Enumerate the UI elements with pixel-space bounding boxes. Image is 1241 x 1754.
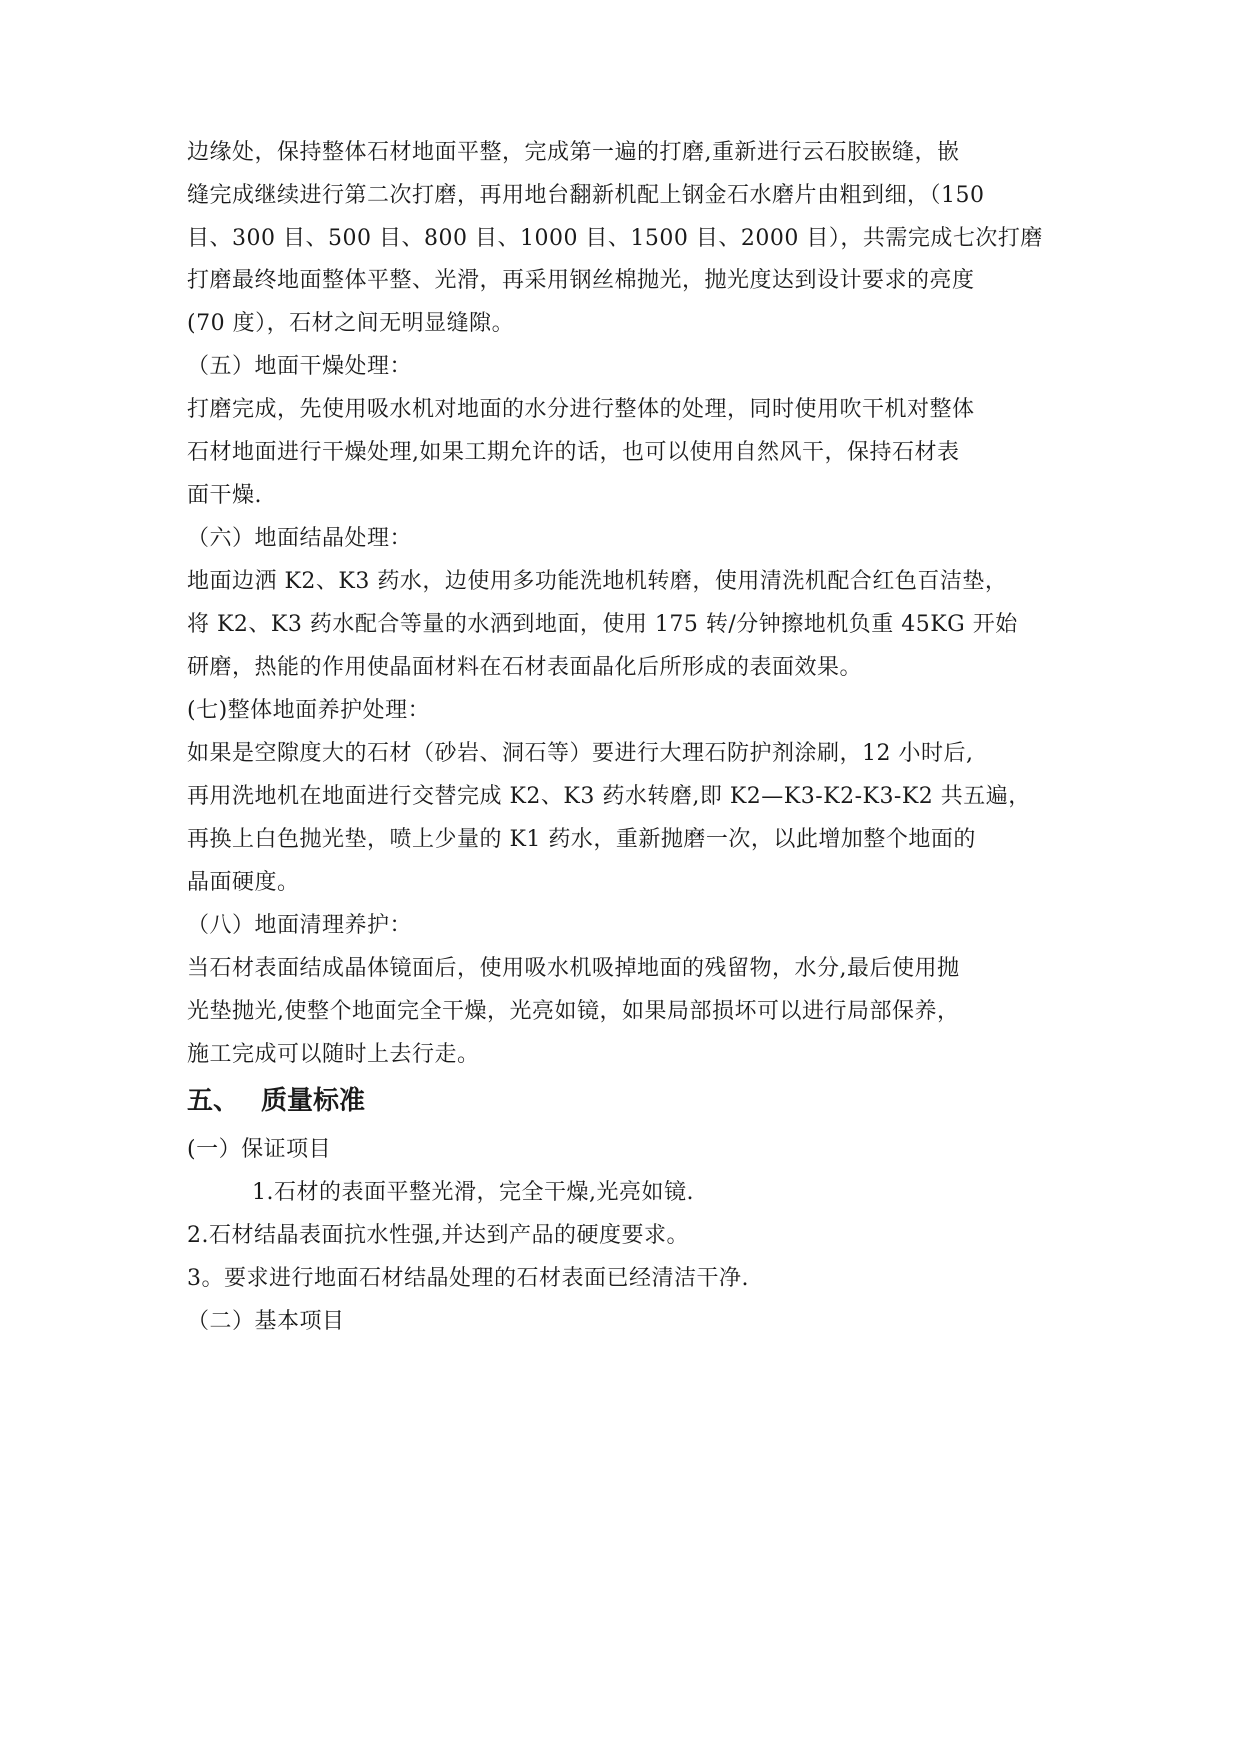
paragraph-line: 缝完成继续进行第二次打磨，再用地台翻新机配上钢金石水磨片由粗到细，（150 [187, 183, 985, 208]
paragraph-line: 施工完成可以随时上去行走。 [187, 1042, 480, 1067]
paragraph-line: 研磨，热能的作用使晶面材料在石材表面晶化后所形成的表面效果。 [187, 655, 863, 680]
paragraph-line: 石材地面进行干燥处理,如果工期允许的话，也可以使用自然风干，保持石材表 [187, 440, 960, 465]
subsection-title-guarantee: (一）保证项目 [187, 1137, 332, 1162]
paragraph-line: 晶面硬度。 [187, 870, 300, 895]
paragraph-line: 如果是空隙度大的石材（砂岩、洞石等）要进行大理石防护剂涂刷，12 小时后, [187, 741, 974, 766]
subsection-title-basic: （二）基本项目 [187, 1309, 345, 1334]
section-title-maintenance: (七)整体地面养护处理： [187, 698, 431, 723]
section-title-crystallization: （六）地面结晶处理： [187, 526, 413, 551]
paragraph-line: 面干燥. [187, 483, 262, 508]
chapter-heading [187, 1084, 365, 1118]
chapter-number: 五、 [187, 1086, 240, 1116]
paragraph-line: 打磨最终地面整体平整、光滑，再采用钢丝棉抛光，抛光度达到设计要求的亮度 [187, 268, 975, 293]
list-item: 2.石材结晶表面抗水性强,并达到产品的硬度要求。 [187, 1223, 689, 1248]
section-title-cleaning: （八）地面清理养护： [187, 913, 413, 938]
paragraph-line: 将 K2、K3 药水配合等量的水洒到地面，使用 175 转/分钟擦地机负重 45KG 开始 [187, 612, 1018, 637]
chapter-title: 质量标准 [261, 1086, 366, 1116]
paragraph-line: 边缘处，保持整体石材地面平整，完成第一遍的打磨,重新进行云石胶嵌缝，嵌 [187, 140, 960, 165]
paragraph-line: 打磨完成，先使用吸水机对地面的水分进行整体的处理，同时使用吹干机对整体 [187, 397, 975, 422]
list-item: 1.石材的表面平整光滑，完全干燥,光亮如镜. [252, 1180, 694, 1205]
paragraph-line: 再换上白色抛光垫，喷上少量的 K1 药水，重新抛磨一次，以此增加整个地面的 [187, 827, 976, 852]
list-item: 3。要求进行地面石材结晶处理的石材表面已经清洁干净. [187, 1266, 749, 1291]
paragraph-line: 光垫抛光,使整个地面完全干燥，光亮如镜，如果局部损坏可以进行局部保养， [187, 999, 960, 1024]
paragraph-line: (70 度），石材之间无明显缝隙。 [187, 311, 515, 336]
paragraph-line: 当石材表面结成晶体镜面后，使用吸水机吸掉地面的残留物，水分,最后使用抛 [187, 956, 960, 981]
section-title-drying: （五）地面干燥处理： [187, 354, 413, 379]
paragraph-line: 再用洗地机在地面进行交替完成 K2、K3 药水转磨,即 K2—K3-K2-K3-K2 共五遍， [187, 784, 1031, 809]
paragraph-line: 目、300 目、500 目、800 目、1000 目、1500 目、2000 目），共需完成七次打磨 [187, 226, 1043, 251]
paragraph-line: 地面边洒 K2、K3 药水，边使用多功能洗地机转磨，使用清洗机配合红色百洁垫， [187, 569, 1008, 594]
